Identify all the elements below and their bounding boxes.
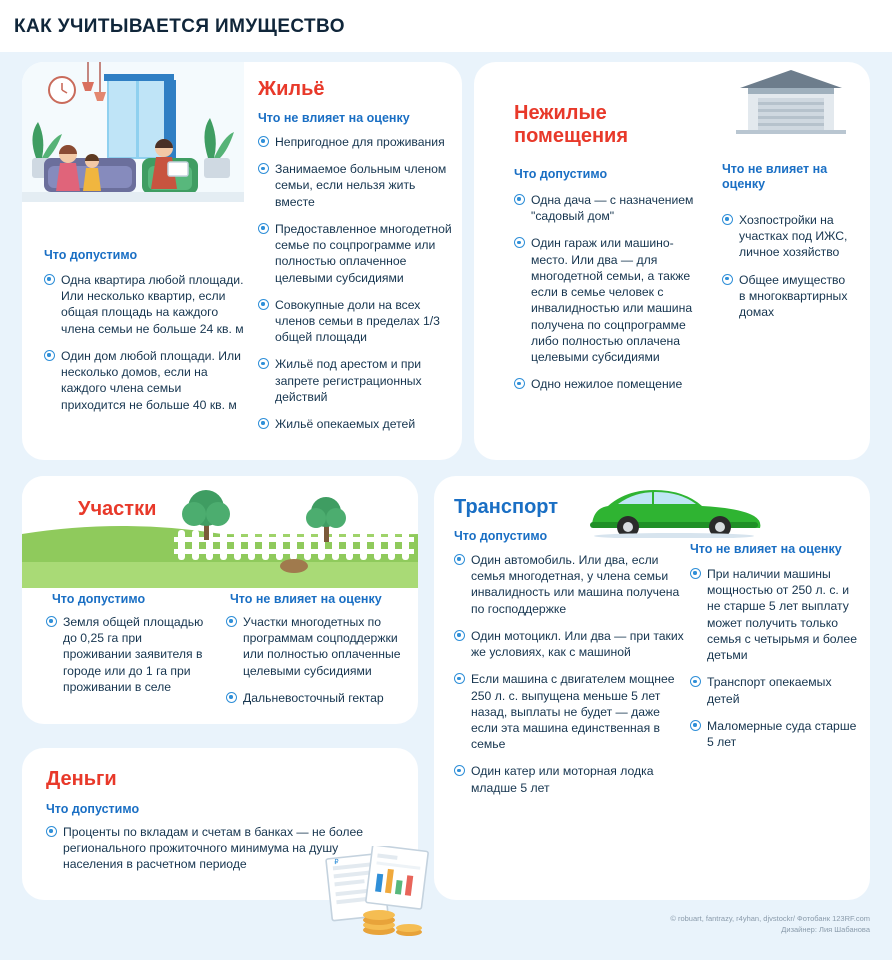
list-item-text: Жильё под арестом и при запрете регистрационных действий xyxy=(275,357,422,404)
check-circle-icon xyxy=(258,223,269,234)
card-housing-not-affecting-label: Что не влияет на оценку xyxy=(258,111,410,125)
list-item-text: Участки многодетных по программам соцподдержки или полностью оплаченные целевыми субсидиями xyxy=(243,615,401,678)
list-item-text: Один автомобиль. Или два, если семья многодетная, у члена семьи инвалидность или машина получена по господдержке xyxy=(471,553,680,616)
card-plots xyxy=(22,476,418,724)
list-item xyxy=(44,272,249,337)
list-item-text: Земля общей площадью до 0,25 га при проживании заявителя в городе или до 1 га при проживании в селе xyxy=(63,615,204,694)
card-plots-allowed-label: Что допустимо xyxy=(52,592,146,606)
list-item xyxy=(44,348,249,413)
land-plot-illustration xyxy=(22,476,418,588)
list-item-text: Предоставленное многодетной семье по соцпрограмме или полностью оплаченное целевыми субсидиями xyxy=(275,221,452,285)
list-item-text: Хозпостройки на участках под ИЖС, личное хозяйство xyxy=(739,213,848,260)
check-circle-icon xyxy=(258,418,269,429)
list-item-text: Один мотоцикл. Или два — при таких же условиях, как с машиной xyxy=(471,628,684,660)
check-circle-icon xyxy=(454,630,465,641)
list-item-text: Жильё опекаемых детей xyxy=(275,417,416,432)
list-item-text: Занимаемое больным членом семьи, если нельзя жить вместе xyxy=(275,162,447,209)
list-item xyxy=(690,566,865,663)
check-circle-icon xyxy=(258,299,269,310)
check-circle-icon xyxy=(44,274,55,285)
list-item xyxy=(258,161,453,210)
card-housing-allowed-label: Что допустимо xyxy=(44,248,138,262)
header-bar xyxy=(0,0,892,52)
svg-text:₽: ₽ xyxy=(333,858,340,867)
list-item xyxy=(258,416,453,432)
list-item-text: Маломерные суда старше 5 лет xyxy=(707,718,857,749)
list-item xyxy=(258,297,453,346)
list-item xyxy=(454,671,684,752)
card-plots-not-affecting-list xyxy=(226,614,406,717)
check-circle-icon xyxy=(258,136,269,147)
list-item-text: Одна квартира любой площади. Или несколько квартир, если общая площадь на каждого члена семьи не больше 24 кв. м xyxy=(61,273,244,336)
check-circle-icon xyxy=(454,765,465,776)
finance-documents-illustration xyxy=(325,846,440,938)
card-transport-not-affecting-list xyxy=(690,566,865,761)
list-item-text: Один катер или моторная лодка младше 5 лет xyxy=(471,764,654,795)
credits xyxy=(670,913,870,936)
list-item xyxy=(258,134,453,150)
check-circle-icon xyxy=(454,554,465,565)
list-item-text: Одна дача — с назначением "садовый дом" xyxy=(531,193,694,224)
list-item-text: Общее имущество в многоквартирных домах xyxy=(739,272,848,320)
check-circle-icon xyxy=(46,826,57,837)
card-plots-title: Участки xyxy=(78,498,157,520)
check-circle-icon xyxy=(514,194,525,205)
list-item xyxy=(690,674,865,706)
check-circle-icon xyxy=(46,616,57,627)
card-transport-title: Транспорт xyxy=(454,496,559,518)
card-nonresidential-not-affecting-list xyxy=(722,212,854,331)
check-circle-icon xyxy=(454,673,465,684)
check-circle-icon xyxy=(226,692,237,703)
list-item xyxy=(514,192,704,224)
card-transport xyxy=(434,476,870,900)
card-plots-allowed-list xyxy=(46,614,211,706)
list-item-text: При наличии машины мощностью от 250 л. с. и не старше 5 лет выплату может получить только семья с четырьмя и более детьми xyxy=(707,567,857,663)
list-item xyxy=(514,235,704,365)
card-transport-allowed-list xyxy=(454,552,684,807)
list-item xyxy=(722,212,854,261)
list-item xyxy=(454,763,684,795)
list-item xyxy=(514,376,704,392)
check-circle-icon xyxy=(690,568,701,579)
check-circle-icon xyxy=(44,350,55,361)
credits-designer-line: Дизайнер: Лия Шабанова xyxy=(781,925,870,935)
list-item-text: Один дом любой площади. Или несколько домов, если на каждого члена семьи приходится не больше 40 кв. м xyxy=(61,348,241,412)
check-circle-icon xyxy=(258,163,269,174)
card-housing-title: Жильё xyxy=(258,78,325,100)
list-item xyxy=(454,552,684,617)
list-item-text: Если машина с двигателем мощнее 250 л. с. выпущена меньше 5 лет назад, выплаты не будет — даже если эта машина единственная в семье xyxy=(471,672,675,752)
list-item-text: Проценты по вкладам и счетам в банках — не более регионального прожиточного минимума на душу населения в расчетном периоде xyxy=(63,825,364,872)
card-nonresidential-allowed-list xyxy=(514,192,704,403)
card-housing xyxy=(22,62,462,460)
family-living-room-illustration xyxy=(22,62,244,232)
list-item xyxy=(690,718,865,750)
list-item-text: Одно нежилое помещение xyxy=(531,377,683,392)
list-item-text: Один гараж или машино-место. Или два — для многодетной семьи, а также если в семье человек с инвалидностью или машина получена по соцпрограмме либо полностью оплачена целевыми субсидиями xyxy=(531,236,693,364)
green-car-illustration xyxy=(584,480,764,538)
list-item xyxy=(258,221,453,286)
list-item xyxy=(454,628,684,660)
card-housing-not-affecting-list xyxy=(258,134,453,443)
check-circle-icon xyxy=(258,358,269,369)
list-item xyxy=(46,614,211,695)
check-circle-icon xyxy=(690,720,701,731)
credits-photo-line: © robuart, fantrazy, r4yhan, djvstockr/ Фотобанк 123RF.com xyxy=(670,913,870,923)
card-nonresidential-allowed-label: Что допустимо xyxy=(514,167,608,181)
card-nonresidential xyxy=(474,62,870,460)
card-transport-not-affecting-label: Что не влияет на оценку xyxy=(690,542,842,556)
check-circle-icon xyxy=(690,676,701,687)
card-nonresidential-title: Нежилые помещения xyxy=(514,102,628,147)
check-circle-icon xyxy=(514,378,525,389)
card-plots-not-affecting-label: Что не влияет на оценку xyxy=(230,592,382,606)
list-item xyxy=(226,690,406,706)
check-circle-icon xyxy=(226,616,237,627)
list-item xyxy=(226,614,406,679)
card-money-title: Деньги xyxy=(46,768,117,790)
card-transport-allowed-label: Что допустимо xyxy=(454,529,548,543)
list-item-text: Совокупные доли на всех членов семьи в пределах 1/3 общей площади xyxy=(275,297,440,345)
list-item xyxy=(722,272,854,321)
card-money-allowed-label: Что допустимо xyxy=(46,802,140,816)
list-item xyxy=(258,356,453,405)
card-housing-allowed-list xyxy=(44,272,249,424)
card-nonresidential-not-affecting-label: Что не влияет на оценку xyxy=(722,162,828,191)
check-circle-icon xyxy=(722,274,733,285)
list-item-text: Дальневосточный гектар xyxy=(243,690,384,705)
check-circle-icon xyxy=(722,214,733,225)
page-title: КАК УЧИТЫВАЕТСЯ ИМУЩЕСТВО xyxy=(14,16,345,37)
check-circle-icon xyxy=(514,237,525,248)
list-item-text: Транспорт опекаемых детей xyxy=(707,675,832,706)
garage-illustration xyxy=(736,68,846,134)
list-item-text: Непригодное для проживания xyxy=(275,135,445,149)
